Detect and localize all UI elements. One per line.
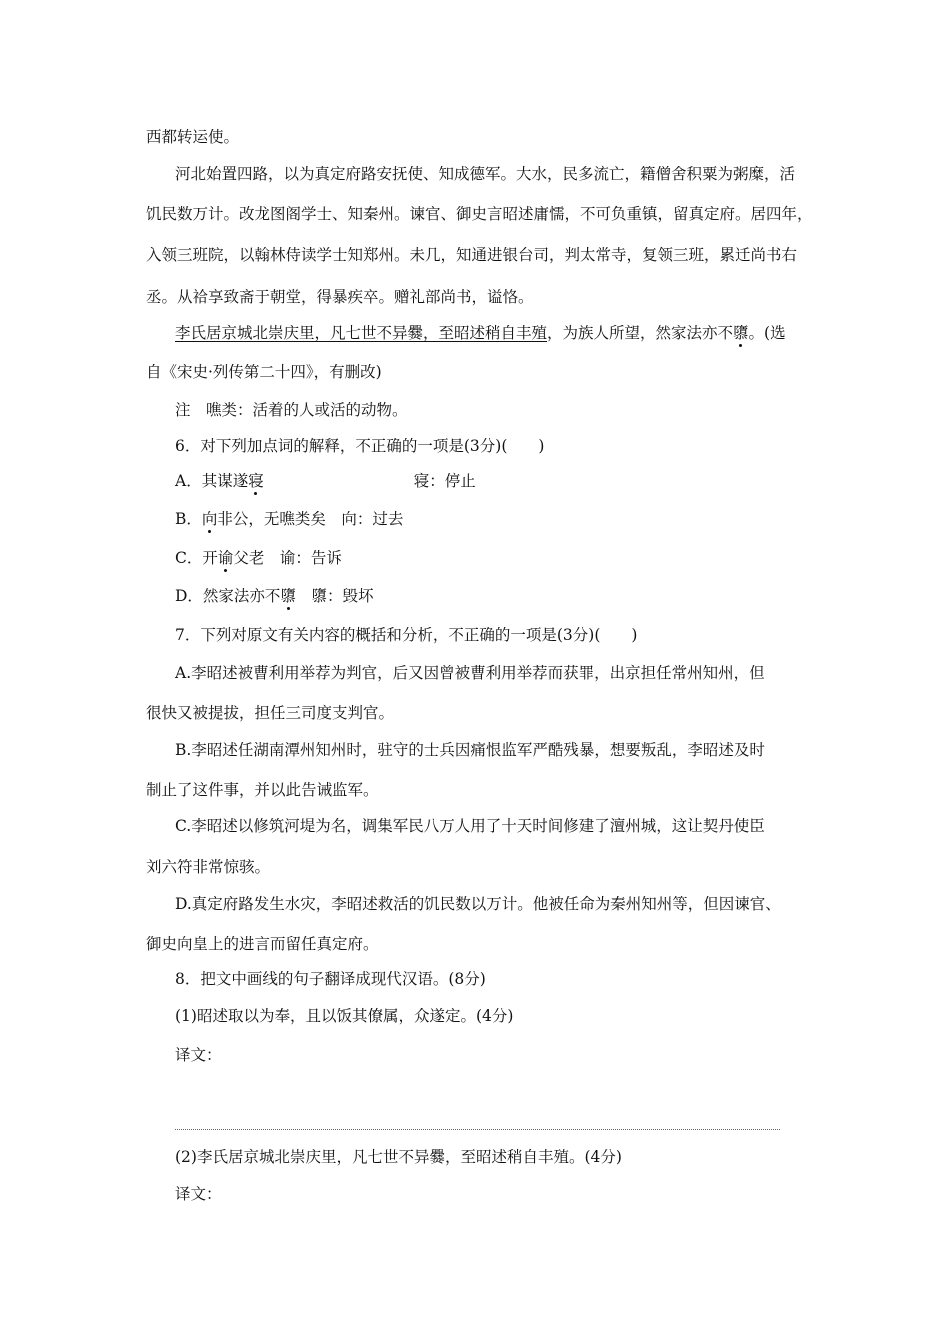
- dotted-char: 谕: [217, 549, 234, 567]
- passage-line: 丞。从祫享致斋于朝堂，得暴疾卒。赠礼部尚书，谥恪。: [146, 288, 534, 306]
- passage-line: 饥民数万计。改龙图阁学士、知秦州。谏官、御史言昭述庸懦，不可负重镇，留真定府。居四年，: [146, 205, 813, 223]
- option-a-cont: 很快又被提拔，担任三司度支判官。: [146, 704, 395, 722]
- question-stem: 6．对下列加点词的解释，不正确的一项是(3分)( ): [175, 437, 545, 455]
- option-b-cont: 制止了这件事，并以此告诫监军。: [146, 781, 379, 799]
- dotted-char: 隳: [280, 587, 296, 605]
- dotted-char: 隳: [733, 324, 749, 342]
- answer-label-1: 译文：: [175, 1046, 222, 1064]
- option-b: B．向非公，无噍类矣 向：过去: [175, 510, 404, 528]
- option-d: D.真定府路发生水灾，李昭述救活的饥民数以万计。他被任命为秦州知州等，但因谏官、: [175, 895, 781, 913]
- option-a: A.李昭述被曹利用举荐为判官，后又因曾被曹利用举荐而获罪，出京担任常州知州，但: [175, 664, 765, 682]
- sentence-1: (1)昭述取以为奉，且以饭其僚属，众遂定。(4分): [175, 1007, 514, 1025]
- option-c: C.李昭述以修筑河堤为名，调集军民八万人用了十天时间修建了澶州城，这让契丹使臣: [175, 817, 765, 835]
- option-a: A．其谋遂寝 寝：停止: [175, 472, 476, 490]
- option-c-cont: 刘六符非常惊骇。: [146, 858, 271, 876]
- answer-line[interactable]: [175, 1129, 780, 1130]
- passage-line: 河北始置四路，以为真定府路安抚使、知成德军。大水，民多流亡，籍僧舍积粟为粥糜，活: [175, 165, 796, 183]
- answer-label-2: 译文：: [175, 1185, 222, 1203]
- question-stem: 7．下列对原文有关内容的概括和分析，不正确的一项是(3分)( ): [175, 626, 638, 644]
- sentence-2: (2)李氏居京城北崇庆里，凡七世不异爨，至昭述稍自丰殖。(4分): [175, 1148, 622, 1166]
- option-d-cont: 御史向皇上的进言而留任真定府。: [146, 935, 379, 953]
- question-stem: 8．把文中画线的句子翻译成现代汉语。(8分): [175, 970, 486, 988]
- underlined-sentence: 李氏居京城北崇庆里，凡七世不异爨，至昭述稍自丰殖: [175, 324, 548, 342]
- passage-underlined-line: 李氏居京城北崇庆里，凡七世不异爨，至昭述稍自丰殖，为族人所望，然家法亦不隳。(选: [175, 324, 786, 342]
- passage-note: 注 噍类：活着的人或活的动物。: [175, 401, 408, 419]
- passage-line: 西都转运使。: [146, 128, 240, 146]
- passage-line: 入领三班院，以翰林侍读学士知郑州。未几，知通进银台司，判太常寺，复领三班，累迁尚书右: [146, 246, 798, 264]
- option-c: C．开谕父老 谕：告诉: [175, 549, 342, 567]
- option-d: D．然家法亦不隳 隳：毁坏: [175, 587, 374, 605]
- option-b: B.李昭述任湖南潭州知州时，驻守的士兵因痛恨监军严酷残暴，想要叛乱，李昭述及时: [175, 741, 765, 759]
- dotted-char: 向: [201, 510, 218, 528]
- passage-source: 自《宋史·列传第二十四》，有删改): [146, 363, 382, 381]
- dotted-char: 寝: [248, 472, 264, 490]
